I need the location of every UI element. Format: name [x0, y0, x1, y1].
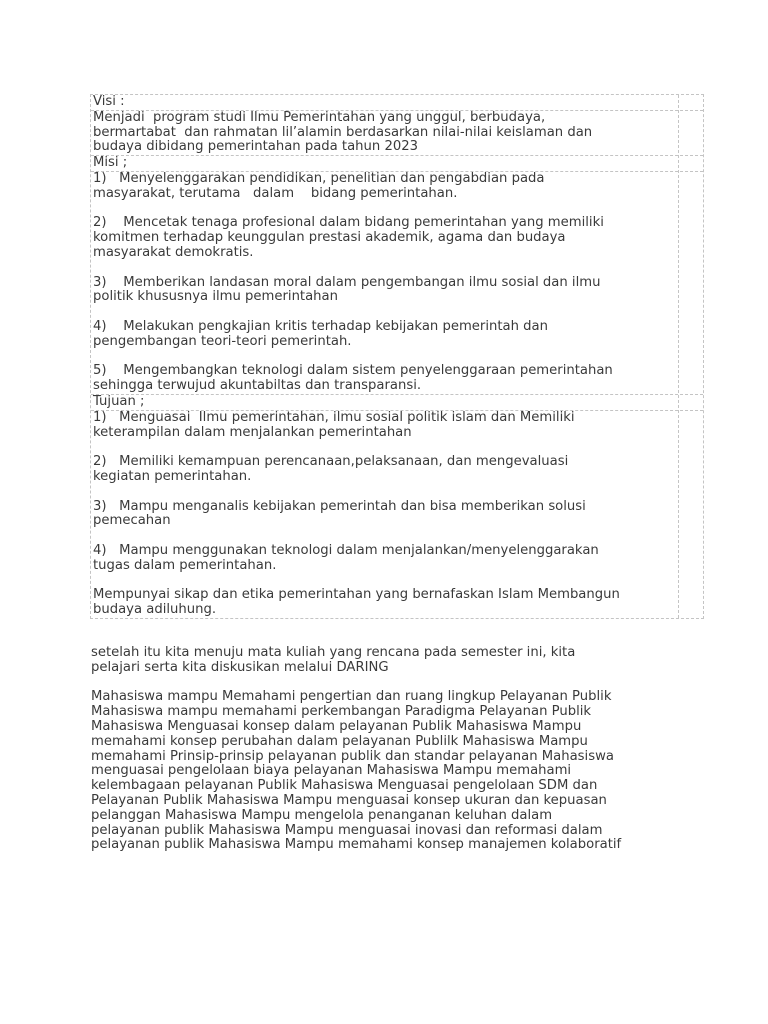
misi-item: 5) Mengembangkan teknologi dalam sistem penyelenggaraan pemerintahan sehingga terwujud akuntabiltas dan transparansi. — [93, 363, 613, 394]
misi-item: 4) Melakukan pengkajian kritis terhadap kebijakan pemerintah dan pengembangan teori-teori pemerintah. — [93, 318, 548, 349]
outcomes-paragraph: Mahasiswa mampu Memahami pengertian dan ruang lingkup Pelayanan Publik Mahasiswa mampu memahami perkembangan Paradigma Pelayanan Publik Mahasiswa Menguasai konsep dalam pelayanan Publik Mahasiswa Mampu memahami konsep perubahan dalam pelayanan Publilk Mahasiswa Mampu memahami Prinsip-prinsip pelayanan publik dan standar pelayanan Mahasiswa menguasai pengelolaan biaya pelayanan Mahasiswa Mampu memahami kelembagaan pelayanan Publik Mahasiswa Menguasai pengelolaan SDM dan Pelayanan Publik Mahasiswa Mampu menguasai konsep ukuran dan kepuasan pelanggan Mahasiswa Mampu mengelola penanganan keluhan dalam pelayanan publik Mahasiswa Mampu menguasai inovasi dan reformasi dalam pelayanan publik Mahasiswa Mampu memahami konsep manajemen kolaboratif — [91, 689, 622, 853]
tujuan-content-row — [91, 411, 703, 618]
visi-label-row — [91, 95, 703, 111]
intro-paragraph: setelah itu kita menuju mata kuliah yang rencana pada semester ini, kita pelajari serta kita diskusikan melalui DARING — [91, 645, 576, 675]
misi-label: Misi ; — [93, 155, 128, 171]
misi-label-row — [91, 156, 703, 172]
misi-item: 3) Memberikan landasan moral dalam pengembangan ilmu sosial dan ilmu politik khususnya ilmu pemerintahan — [93, 274, 601, 305]
misi-item: 2) Mencetak tenaga profesional dalam bidang pemerintahan yang memiliki komitmen terhadap keunggulan prestasi akademik, agama dan budaya masyarakat demokratis. — [93, 215, 604, 260]
body-text — [91, 646, 691, 853]
misi-item: 1) Menyelenggarakan pendidikan, penelitian dan pengabdian pada masyarakat, terutama dalam bidang pemerintahan. — [93, 170, 545, 201]
tujuan-item: Mempunyai sikap dan etika pemerintahan yang bernafaskan Islam Membangun budaya adiluhung. — [93, 587, 620, 618]
vision-mission-table — [90, 94, 704, 619]
tujuan-item: 2) Memiliki kemampuan perencanaan,pelaksanaan, dan mengevaluasi kegiatan pemerintahan. — [93, 454, 569, 484]
visi-label: Visi : — [93, 94, 125, 109]
tujuan-label: Tujuan ; — [93, 393, 145, 409]
visi-content-row — [91, 111, 703, 156]
tujuan-label-row — [91, 395, 703, 411]
misi-content-row — [91, 172, 703, 395]
tujuan-item: 1) Menguasai Ilmu pemerintahan, ilmu sosial politik islam dan Memiliki keterampilan dalam menjalankan pemerintahan — [93, 409, 575, 440]
tujuan-item: 3) Mampu menganalis kebijakan pemerintah dan bisa memberikan solusi pemecahan — [93, 498, 586, 529]
tujuan-item: 4) Mampu menggunakan teknologi dalam menjalankan/menyelenggarakan tugas dalam pemerintahan. — [93, 542, 599, 573]
visi-text: Menjadi program studi Ilmu Pemerintahan yang unggul, berbudaya, bermartabat dan rahmatan lil’alamin berdasarkan nilai-nilai keislaman dan budaya dibidang pemerintahan pada tahun 2023 — [93, 109, 593, 155]
